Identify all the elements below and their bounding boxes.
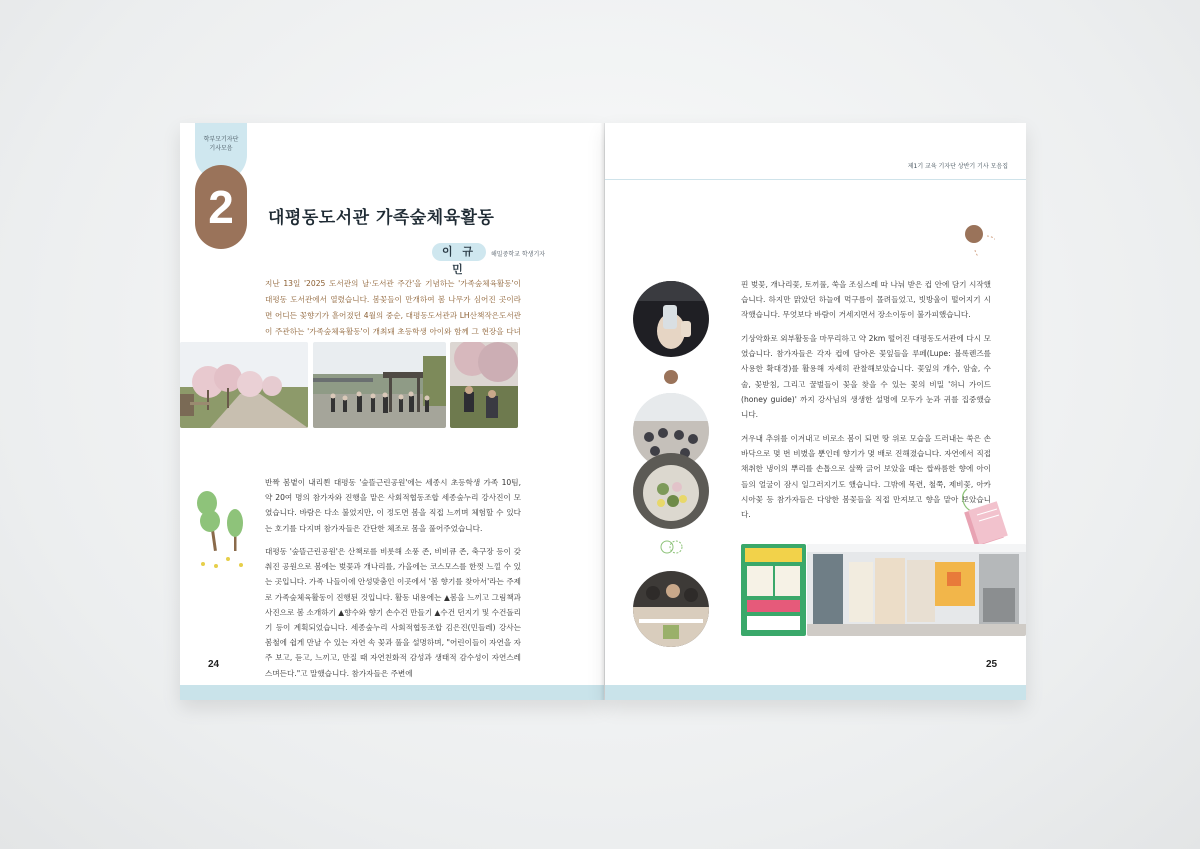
bottom-band-left <box>180 685 604 700</box>
body-paragraph-1: 반짝 봄볕이 내리쬔 대평동 '숲뜰근린공원'에는 세종시 초등학생 가족 10팀, 약 20여 명의 참가자와 진행을 맡은 사회적협동조합 세종숲누리 강사진이 모였습니다. 바람은 다소 불었지만, 이 정도면 봄을 직접 느끼며 체험할 수 있다는 호기를 다지며 참가자들은 간단한 체조로 몸을 풀어주었습니다. <box>265 478 521 533</box>
author-name: 이 규 민 <box>432 243 486 261</box>
event-poster-photo <box>741 544 806 636</box>
section-tab-line-2: 기사모음 <box>209 145 233 152</box>
children-activity-photo <box>633 571 709 647</box>
body-paragraph-2: 대평동 '숲뜰근린공원'은 산책로를 비롯해 소풍 존, 비비큐 존, 축구장 등이 갖춰진 공원으로 봄에는 벚꽃과 개나리를, 가을에는 코스모스를 한껏 느낄 수 있는 곳입니다. 가족 나들이에 안성맞춤인 이곳에서 '봄 향기를 찾아서'라는 주제로 가족숲체육활동이 진행된 것입니다. 활동 내용에는 ▲봄을 느끼고 그림책과 사진으로 봄 소개하기 ▲향수와 향기 손수건 만들기 ▲수건 던지기 및 수건돌리기 등이 계획되었습니다. 세종숲누리 사회적협동조합 김은진(민들레) 강사는 봄철에 쉽게 만날 수 있는 자연 속 꽃과 풀을 설명하며, "어린이들이 자연을 자주 보고, 듣고, 느끼고, 만질 때 자연친화적 감성과 생태적 감수성이 자연스레 스며든다."고 말했습니다. 참가자들은 주변에 <box>265 547 521 678</box>
right-page <box>605 123 1026 700</box>
flower-petals-tray-photo <box>633 453 709 529</box>
author-affiliation: 해밀중학교 학생기자 <box>491 251 546 258</box>
children-looking-at-flowers-photo <box>450 342 518 428</box>
left-page <box>180 123 604 700</box>
body-paragraph-5: 겨우내 추위를 이겨내고 비로소 봄이 되면 땅 위로 모습을 드러내는 쑥은 손바닥으로 몇 번 비볐을 뿐인데 향기가 몇 배로 진해졌습니다. 자연에서 직접 채취한 냉이의 뿌리를 손톱으로 살짝 긁어 보았을 때는 쌉싸름한 향에 아이들의 얼굴이 잠시 일그러지기도 했습니다. 그밖에 목련, 철쭉, 제비꽃, 아카시아꽃 등 참가자들은 다양한 봄꽃들을 직접 만져보고 향을 맡아 보았습니다. <box>741 434 991 520</box>
group-exercise-photo <box>313 342 446 428</box>
section-tab-line-1: 학부모기자단 <box>203 136 239 143</box>
article-title: 대평동도서관 가족숲체육활동 <box>268 208 495 228</box>
decorative-dot-small <box>664 370 678 384</box>
child-holding-cup-photo <box>633 281 709 357</box>
article-number: 2 <box>208 181 234 233</box>
park-cherry-blossom-photo <box>180 342 308 428</box>
article-number-badge <box>195 165 247 249</box>
bottom-band-right <box>605 685 1026 700</box>
body-paragraph-3: 핀 벚꽃, 개나리꽃, 토끼풀, 쑥을 조심스레 따 나눠 받은 컵 안에 담기 시작했습니다. 하지만 맑았던 하늘에 먹구름이 몰려들었고, 빗방울이 떨어지기 시작했습니다. 무엇보다 바람이 거세지면서 장소이동이 불가피했습니다. <box>741 280 991 320</box>
decorative-rings <box>659 539 685 555</box>
running-header: 제1기 교육 기자단 상반기 기사 모음집 <box>907 163 1008 170</box>
exhibition-hall-photo <box>807 544 1026 636</box>
lead-paragraph: 지난 13일 '2025 도서관의 날·도서관 주간'을 기념하는 '가족숲체육활동'이 대평동 도서관에서 열렸습니다. 봄꽃들이 만개하여 봄 나무가 심어진 곳이라면 어디든 꽃향기가 흩어졌던 4월의 중순, 대평동도서관과 LH산책작은도서관이 주관하는 '가족숲체육활동'이 개최돼 초등학생 아이와 함께 그 현장을 다녀 <box>265 279 521 336</box>
page-number-right: 25 <box>986 659 998 670</box>
header-rule <box>605 179 1026 180</box>
body-paragraph-4: 기상악화로 외부활동을 마무리하고 약 2km 떨어진 대평동도서관에 다시 모였습니다. 참가자들은 각자 컵에 담아온 꽃잎들을 루페(Lupe: 볼록렌즈를 사용한 확대경)를 활용해 자세히 관찰해보았습니다. 꽃잎의 개수, 암술, 수술, 꽃받침, 그리고 꿀벌들이 꽃을 찾을 수 있는 꽃의 비밀 '허니 가이드(honey guide)' 까지 강사님의 생생한 설명에 모두가 눈과 귀를 집중했습니다. <box>741 334 991 420</box>
tree-illustration <box>194 487 250 572</box>
decorative-dot <box>961 222 995 256</box>
page-number-left: 24 <box>208 659 220 670</box>
